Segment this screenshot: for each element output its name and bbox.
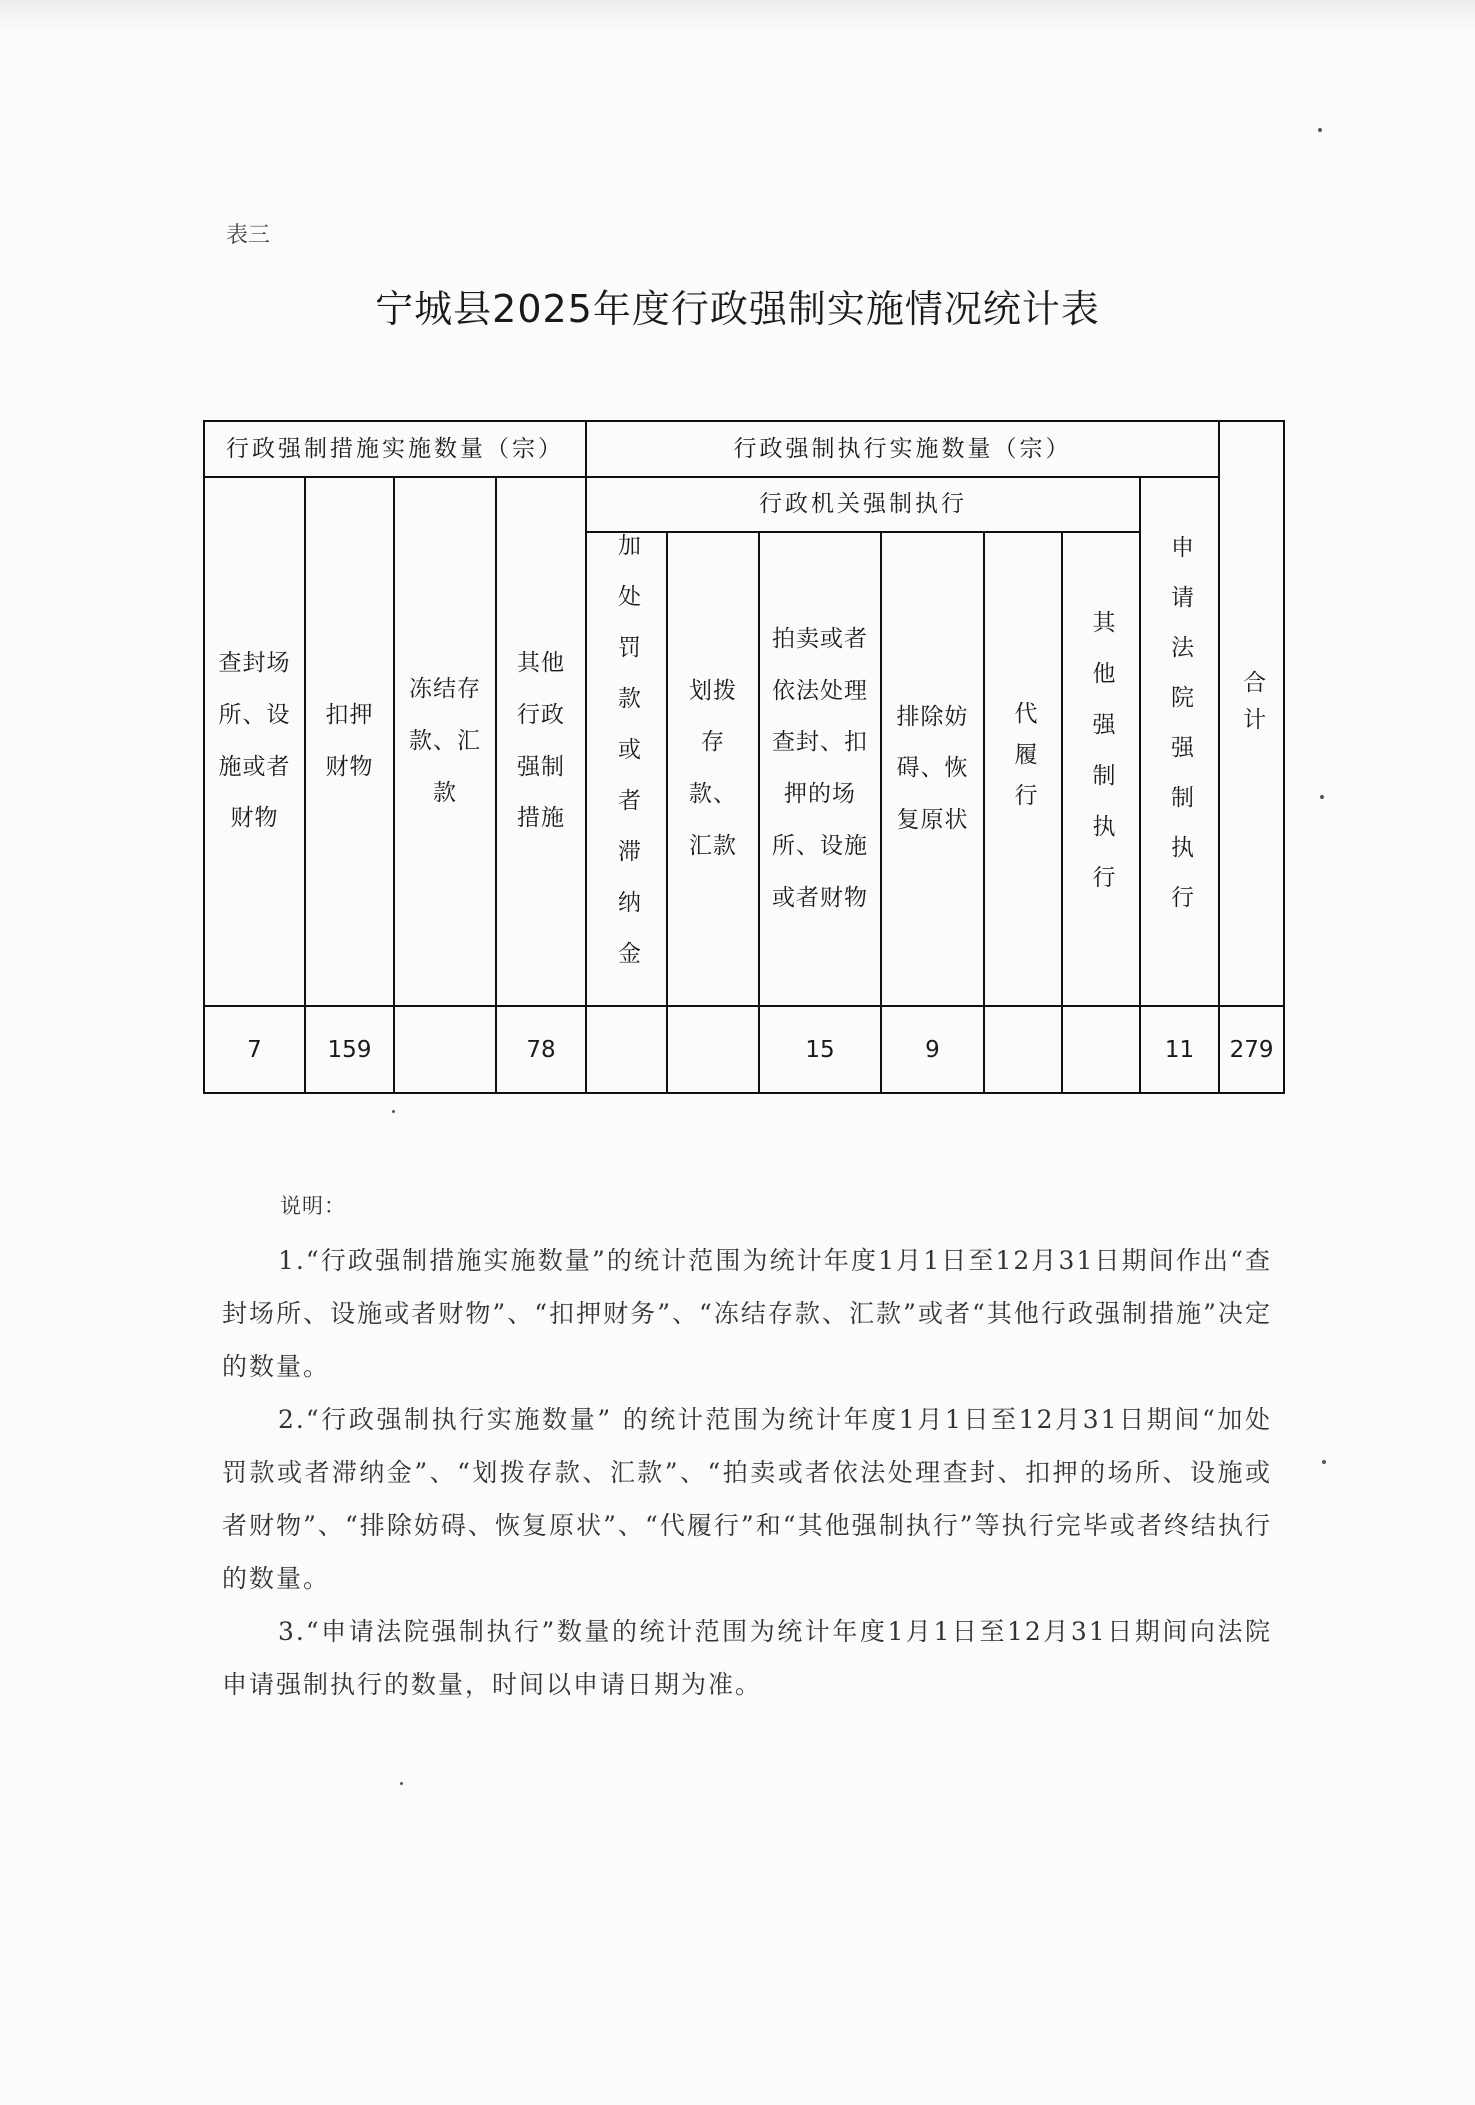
statistics-table <box>203 420 1285 1094</box>
header-fine <box>586 532 667 1006</box>
note-item: 1.“行政强制措施实施数量”的统计范围为统计年度1月1日至12月31日期间作出“查封场所、设施或者财物”、“扣押财务”、“冻结存款、汇款”或者“其他行政强制措施”决定的数量。 <box>222 1246 1272 1381</box>
header-transfer-label: 划拨存款、汇款 <box>689 677 737 859</box>
header-auction-label: 拍卖或者依法处理查封、扣押的场所、设施或者财物 <box>772 625 868 911</box>
table-label: 表三 <box>226 223 271 248</box>
value-other-execution <box>1062 1006 1140 1093</box>
value-court: 11 <box>1140 1006 1219 1093</box>
header-seal <box>204 477 305 1006</box>
scan-speck <box>1322 1460 1326 1464</box>
header-execution-group: 行政强制执行实施数量（宗） <box>586 421 1219 477</box>
header-seize-label: 扣押财物 <box>325 701 374 780</box>
header-seal-label: 查封场所、设施或者财物 <box>218 650 291 832</box>
scan-speck <box>392 1110 395 1113</box>
header-other-measures-label: 其他行政强制措施 <box>517 650 565 832</box>
value-other-measures: 78 <box>496 1006 586 1093</box>
notes-heading: 说明： <box>280 1194 346 1218</box>
value-freeze <box>394 1006 496 1093</box>
header-seize <box>305 477 394 1006</box>
note-item: 2.“行政强制执行实施数量” 的统计范围为统计年度1月1日至12月31日期间“加处罚款或者滞纳金”、“划拨存款、汇款”、“拍卖或者依法处理查封、扣押的场所、设施或者财物”、“排除妨碍、恢复原状”、“代履行”和“其他强制执行”等执行完毕或者终结执行的数量。 <box>222 1405 1272 1593</box>
value-fine <box>586 1006 667 1093</box>
header-substitute-label: 代履行 <box>1010 701 1037 824</box>
page-title: 宁城县2025年度行政强制实施情况统计表 <box>375 287 1100 331</box>
header-total <box>1219 421 1284 1006</box>
scan-speck <box>1320 795 1324 799</box>
value-seize: 159 <box>305 1006 394 1093</box>
table-row <box>204 1006 1284 1093</box>
scan-speck <box>400 1782 403 1785</box>
header-freeze-label: 冻结存款、汇款 <box>409 676 481 806</box>
value-auction: 15 <box>759 1006 881 1093</box>
header-fine-label: 加处罚款或者滞纳金 <box>614 533 640 992</box>
header-other-execution <box>1062 532 1140 1006</box>
value-substitute <box>984 1006 1062 1093</box>
header-court-label: 申请法院强制执行 <box>1167 535 1194 935</box>
value-seal: 7 <box>204 1006 305 1093</box>
value-transfer <box>667 1006 759 1093</box>
header-other-measures <box>496 477 586 1006</box>
header-remove-label: 排除妨碍、恢复原状 <box>896 703 969 833</box>
value-total: 279 <box>1219 1006 1284 1093</box>
header-total-label: 合计 <box>1239 670 1266 744</box>
header-other-execution-label: 其他强制执行 <box>1088 609 1115 916</box>
header-admin-subgroup: 行政机关强制执行 <box>586 477 1140 532</box>
header-remove <box>881 532 984 1006</box>
header-freeze <box>394 477 496 1006</box>
scan-shade <box>0 0 1475 30</box>
header-court <box>1140 477 1219 1006</box>
note-item: 3.“申请法院强制执行”数量的统计范围为统计年度1月1日至12月31日期间向法院申请强制执行的数量，时间以申请日期为准。 <box>222 1617 1272 1699</box>
header-substitute <box>984 532 1062 1006</box>
header-measures-group: 行政强制措施实施数量（宗） <box>204 421 586 477</box>
header-auction <box>759 532 881 1006</box>
value-remove: 9 <box>881 1006 984 1093</box>
scan-speck <box>1318 128 1322 132</box>
header-transfer <box>667 532 759 1006</box>
notes-section <box>222 1190 1272 1711</box>
